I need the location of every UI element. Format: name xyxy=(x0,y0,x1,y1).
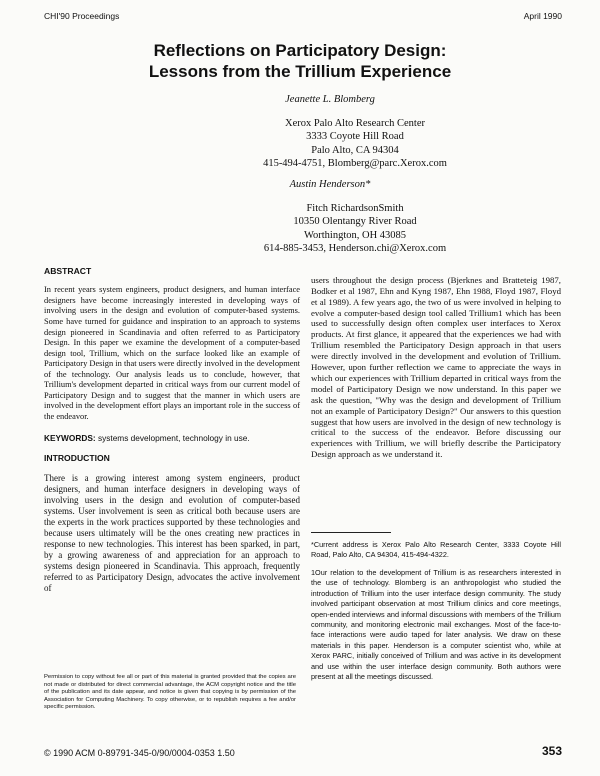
introduction-heading: INTRODUCTION xyxy=(44,452,110,463)
page-number: 353 xyxy=(541,744,562,758)
author-city: Worthington, OH 43085 xyxy=(303,229,407,241)
author-name: Austin Henderson* xyxy=(289,179,371,190)
keywords-text: systems development, technology in use. xyxy=(97,432,250,443)
author-street: 10350 Olentangy River Road xyxy=(293,216,417,228)
author-affiliation: Fitch RichardsonSmith xyxy=(306,203,404,215)
abstract-text: In recent years system engineers, product designers, and human interface designers have become increasingly interested in developing ways of involving users in the design and evolution of computer-based systems. Some have turned for guidance and inspiration to an approach to systems design pioneered in Scandinavia and often referred to as Participatory Design. In this paper we examine the development of a computer-based design tool, Trillium, which on the surface looked like an example of Participatory Design in that users were directly involved in the development of the technology. Our analysis leads us to conclude, however, that Trillium's development departed in critical ways from our current model of Participatory Design and to suggest that the manner in which users are involved in the development effort plays an important role in the success of the endeavor. xyxy=(44,285,300,421)
running-header-left: CHI'90 Proceedings xyxy=(44,11,120,21)
author-street: 3333 Coyote Hill Road xyxy=(306,131,404,143)
left-column xyxy=(44,266,300,604)
author-affiliation: Xerox Palo Alto Research Center xyxy=(285,118,425,130)
copyright-line: © 1990 ACM 0-89791-345-0/90/0004-0353 1.50 xyxy=(44,748,235,758)
footnote-address: *Current address is Xerox Palo Alto Research Center, 3333 Coyote Hill Road, Palo Alto, CA 94304, 415-494-4322. xyxy=(311,540,561,560)
running-header-right: April 1990 xyxy=(523,11,562,21)
author-contact: 614-885-3453, Henderson.chi@Xerox.com xyxy=(263,242,447,254)
right-column-text: users throughout the design process (Bjerknes and Bratteteig 1987, Bodker et al 1987, Ehn and Kyng 1987, Ehn 1988, Floyd 1987, Floyd et al 1989). A few years ago, the two of us were involved in helping to evolve a computer-based design tool called Trillium1 which has been used to successfully design often complex user interfaces to Xerox products. At first glance, it appeared that the experiences we had with Trillium resembled the Participatory Design approach in that users were directly involved in the development and evolution of Trillium. However, upon further reflection we came to appreciate the ways in which our experiences with Trillium departed in critical ways from the model of Participatory Design we now understand. In this paper we ask the question, "Why was the design and development of Trillium not an example of Participatory Design?" Our answers to this question suggest that how users are involved in the design of new technology is critical to the success of the endeavor. Before discussing our experiences with Trillium, we will briefly describe the Participatory Design approach as we understand it. xyxy=(311,274,561,460)
author-city: Palo Alto, CA 94304 xyxy=(311,144,399,156)
title-line-2: Lessons from the Trillium Experience xyxy=(148,62,452,81)
author-contact: 415-494-4751, Blomberg@parc.Xerox.com xyxy=(263,157,447,169)
keywords-line xyxy=(44,433,300,444)
footnote-rule xyxy=(311,532,391,533)
keywords-label: KEYWORDS: xyxy=(44,432,96,443)
author-block-1 xyxy=(190,93,520,170)
footnote-trillium: 1Our relation to the development of Trillium is as researchers interested in the use of technology. Blomberg is an anthropologist who studied the introduction of Trillium into the user interface design community. The study involved participant observation at most Trillium clinics and core meetings, open-ended interviews and informal discussions with members of the Trillium community, and monitoring electronic mail exchanges. Most of the face-to-face interactions were audio taped for later analysis. We draw on these materials in this paper. Henderson is a computer scientist who, while at Xerox PARC, initially conceived of Trillium and was active in its development and use within the user interface design community. Both authors were present at all the meetings discussed. xyxy=(311,568,561,682)
paper-title xyxy=(0,40,600,82)
author-block-2 xyxy=(190,178,520,255)
author-name: Jeanette L. Blomberg xyxy=(285,94,375,105)
title-line-1: Reflections on Participatory Design: xyxy=(153,41,447,60)
right-column xyxy=(311,266,561,469)
abstract-heading: ABSTRACT xyxy=(44,266,92,276)
introduction-text: There is a growing interest among system engineers, product designers, and human interface designers in developing ways of involving users in the design and evolution of computer-based systems. User involvement is seen as critical both because users are the experts in the work practices supported by these technologies and because users ultimately will be the ones creating new practices in response to new technologies. This interest has been sparked, in part, by a growing awareness of and appreciation for an approach to systems design pioneered in Scandinavia. This approach, frequently referred to as Participatory Design, advocates the active involvement of xyxy=(44,472,300,594)
permission-notice: Permission to copy without fee all or part of this material is granted provided that the copies are not made or distributed for direct commercial advantage, the ACM copyright notice and the title of the publication and its date appear, and notice is given that copying is by permission of the Association for Computing Machinery. To copy otherwise, or to republish requires a fee and/or specific permission. xyxy=(44,674,296,711)
